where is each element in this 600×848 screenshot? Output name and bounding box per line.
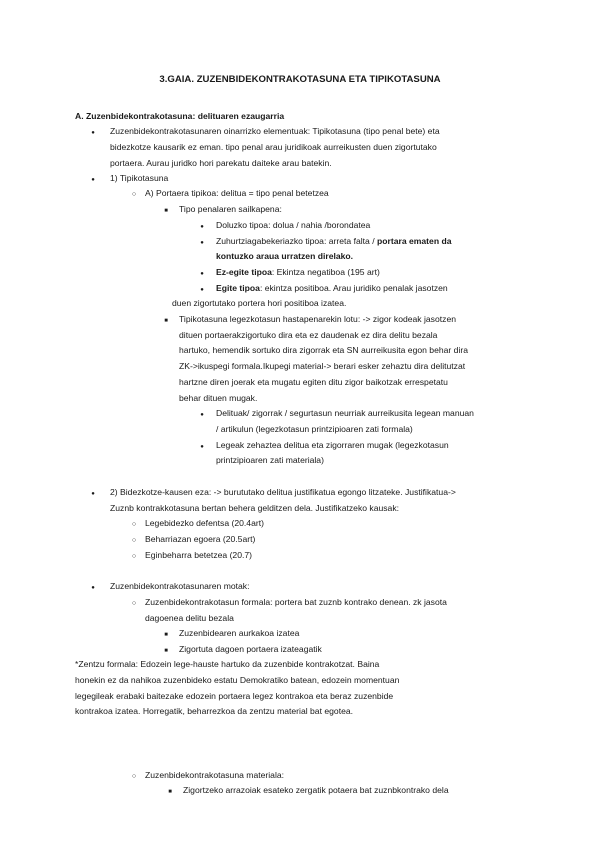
bullet-dot [196,439,208,453]
list-item: Zigortzeko arrazoiak esateko zergatik potaera bat zuznbkontrako dela [183,785,449,795]
text-line: Zuznb kontrakkotasuna bertan behera gelditzen dela. Justifikatzeko kausak: [110,503,400,513]
list-item: Zigortuta dagoen portaera izateagatik [179,644,322,654]
text-line: Legeak zehaztea delitua eta zigorraren mugak (legezkotasun [216,440,449,450]
bullet-square [160,203,172,217]
text-line: Delituak/ zigorrak / segurtasun neurriak aurreikusita legean manuan [216,408,474,418]
bullet-dot [196,266,208,280]
text-line: legegileak erabaki baitezake edozein portaera legez kontrakoa eta beraz zuzenbide [75,691,394,701]
list-item [216,266,380,278]
bullet-dot [87,486,99,500]
list-item: 1) Tipikotasuna [110,173,169,183]
bullet-circle [128,549,140,563]
bullet-circle [128,596,140,610]
bullet-dot [87,580,99,594]
list-item: Beharriazan egoera (20.5art) [145,534,256,544]
list-item: A) Portaera tipikoa: delitua = tipo penal betetzea [145,188,329,198]
text-line: kontrakoa izatea. Horregatik, beharrezkoa da zentzu material bat egotea. [75,706,354,716]
list-item: Legebidezko defentsa (20.4art) [145,518,264,528]
text-span: Zuhurtziagabekeriazko tipoa: arreta falta / [216,236,377,246]
text-line: ZK->ikuspegi formala.Ikupegi material-> berari esker zehaztu dira delitutzat [179,361,466,371]
bold-span: Egite tipoa [216,283,260,293]
bullet-dot [196,235,208,249]
bullet-square [164,784,176,798]
bullet-dot [87,125,99,139]
list-item: Zuzenbidekontrakotasuna materiala: [145,770,285,780]
bullet-dot [196,282,208,296]
text-line: dituen portaerakzigortuko dira eta ez daudenak ez dira delitu bezala [179,330,438,340]
bold-span: portara ematen da [376,236,452,246]
text-line: duen zigortutako portera hori positiboa izatea. [172,298,347,308]
text-line: printzipioaren zati materiala) [216,455,324,465]
text-line: hartuko, hemendik sortuko dira zigorrak eta SN aurreikusita egon behar dira [179,345,468,355]
text-line: *Zentzu formala: Edozein lege-hauste hartuko da zuzenbide kontrakotzat. Baina [75,659,380,669]
text-line: / artikulun (legezkotasun printzipioaren zati formala) [216,424,413,434]
bullet-circle [128,187,140,201]
text-line: hartzne diren joerak eta mugatu egiten ditu zigor baikotzak errespetatu [179,377,448,387]
section-a-heading: A. Zuzenbidekontrakotasuna: delituaren ezaugarria [75,111,285,121]
text-line: bidezkotze kausarik ez eman. tipo penal arau juridikoak aurreikusten duen zigortutako [110,142,437,152]
bullet-dot [196,219,208,233]
text-line: honekin ez da nahikoa zuzenbideko estatu Demokratiko batean, edozein momentuan [75,675,400,685]
text-line: Tipikotasuna legezkotasun hastapenarekin lotu: -> zigor kodeak jasotzen [179,314,457,324]
text-span: : ekintza positiboa. Arau juridiko penalak jasotzen [259,283,448,293]
bullet-square [160,627,172,641]
bullet-circle [128,517,140,531]
list-item: Eginbeharra betetzea (20.7) [145,550,253,560]
list-item: Doluzko tipoa: dolua / nahia /borondatea [216,220,371,230]
bullet-square [160,313,172,327]
text-line: 2) Bidezkotze-kausen eza: -> burututako delitua justifikatua egongo litzateke. Justifikatua-> [110,487,456,497]
bullet-square [160,643,172,657]
list-item: Zuzenbidekontrakotasunaren motak: [110,581,250,591]
text-line: behar dituen mugak. [179,393,258,403]
text-line: portaera. Aurau juridko hori parekatu daiteke arau batekin. [110,158,332,168]
text-span: : Ekintza negatiboa (195 art) [271,267,380,277]
page-title: 3.GAIA. ZUZENBIDEKONTRAKOTASUNA ETA TIPIKOTASUNA [159,74,441,85]
text-line: Zuzenbidekontrakotasun formala: portera bat zuznb kontrako denean. zk jasota [145,597,447,607]
text-line: kontuzko araua urratzen direlako. [216,251,354,261]
list-item: Tipo penalaren sailkapena: [179,204,282,214]
bullet-dot [196,407,208,421]
list-item: Zuzenbidearen aurkakoa izatea [179,628,300,638]
list-item [216,282,448,294]
bullet-circle [128,533,140,547]
list-item [216,235,452,247]
bullet-dot [87,172,99,186]
text-line: dagoenea delitu bezala [145,613,234,623]
bullet-circle [128,769,140,783]
text-line: Zuzenbidekontrakotasunaren oinarrizko elementuak: Tipikotasuna (tipo penal bete) eta [110,126,440,136]
bold-span: Ez-egite tipoa [216,267,272,277]
